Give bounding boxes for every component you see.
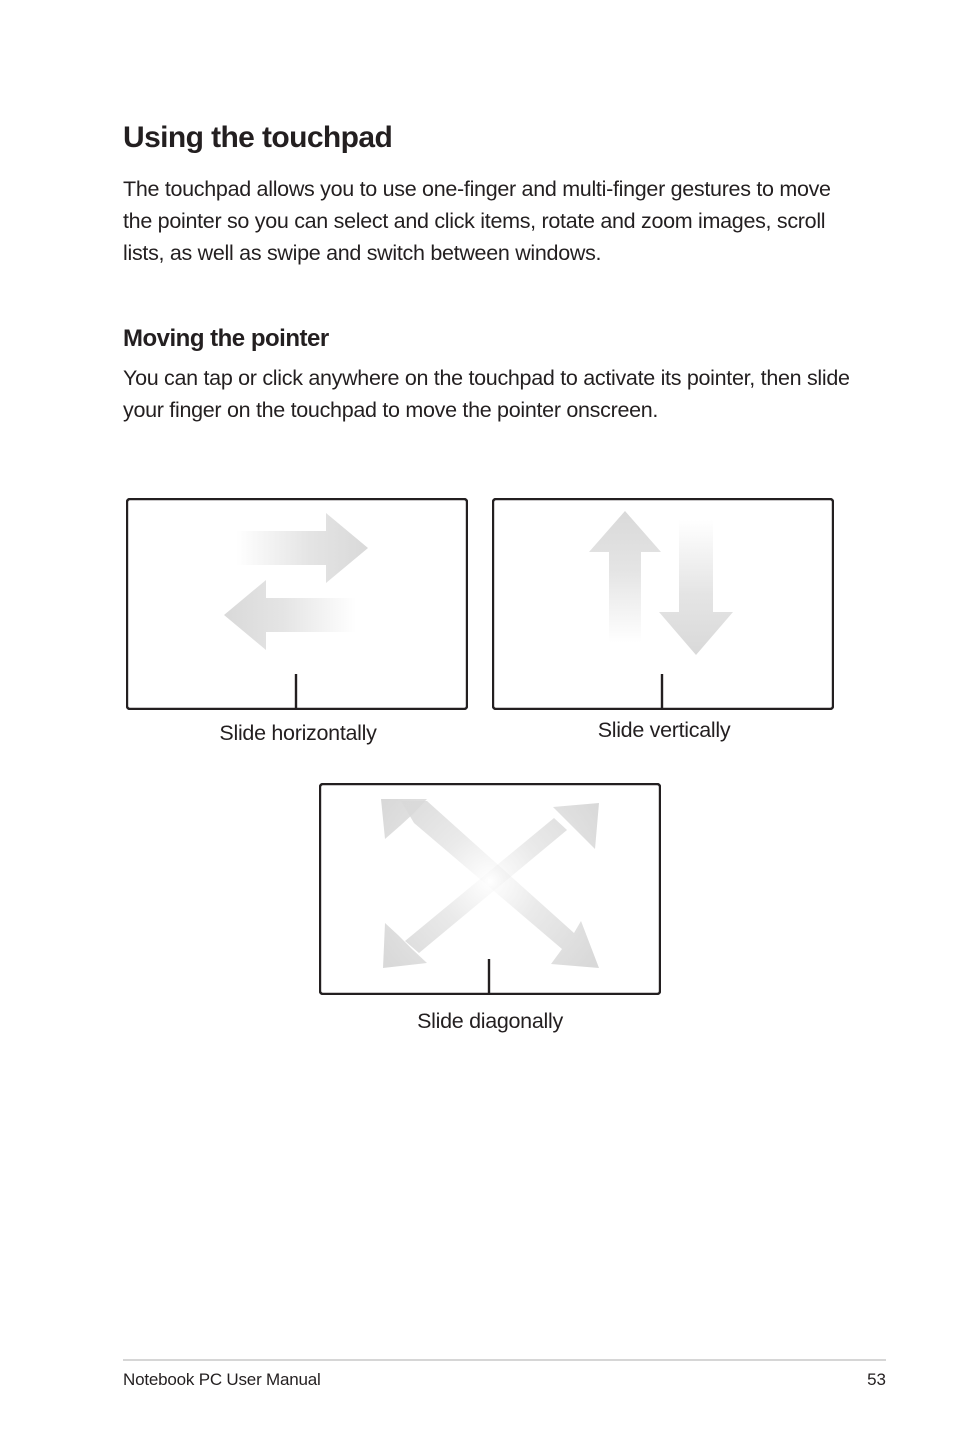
page-title: Using the touchpad <box>123 121 393 154</box>
section-paragraph: You can tap or click anywhere on the touchpad to activate its pointer, then slide your finger on the touchpad to move the pointer onscreen. <box>123 366 850 422</box>
page-number: 53 <box>867 1370 886 1389</box>
section-heading: Moving the pointer <box>123 325 329 352</box>
footer-divider <box>123 1359 886 1361</box>
intro-paragraph: The touchpad allows you to use one-finger and multi-finger gestures to move the pointer so you can select and click items, rotate and zoom images, scroll lists, as well as swipe and switch between windows. <box>123 177 831 265</box>
horizontal-arrows-icon <box>126 498 468 710</box>
touchpad-figure-diagonal <box>319 783 659 993</box>
footer-manual-name: Notebook PC User Manual <box>123 1370 321 1389</box>
touchpad-figure-vertical <box>492 498 832 708</box>
touchpad-figure-horizontal <box>126 498 466 708</box>
diagonal-arrows-icon <box>319 783 661 995</box>
caption-slide-diagonally: Slide diagonally <box>417 1009 563 1033</box>
vertical-arrows-icon <box>492 498 834 710</box>
caption-slide-vertically: Slide vertically <box>597 718 731 742</box>
caption-slide-horizontally: Slide horizontally <box>219 721 377 745</box>
